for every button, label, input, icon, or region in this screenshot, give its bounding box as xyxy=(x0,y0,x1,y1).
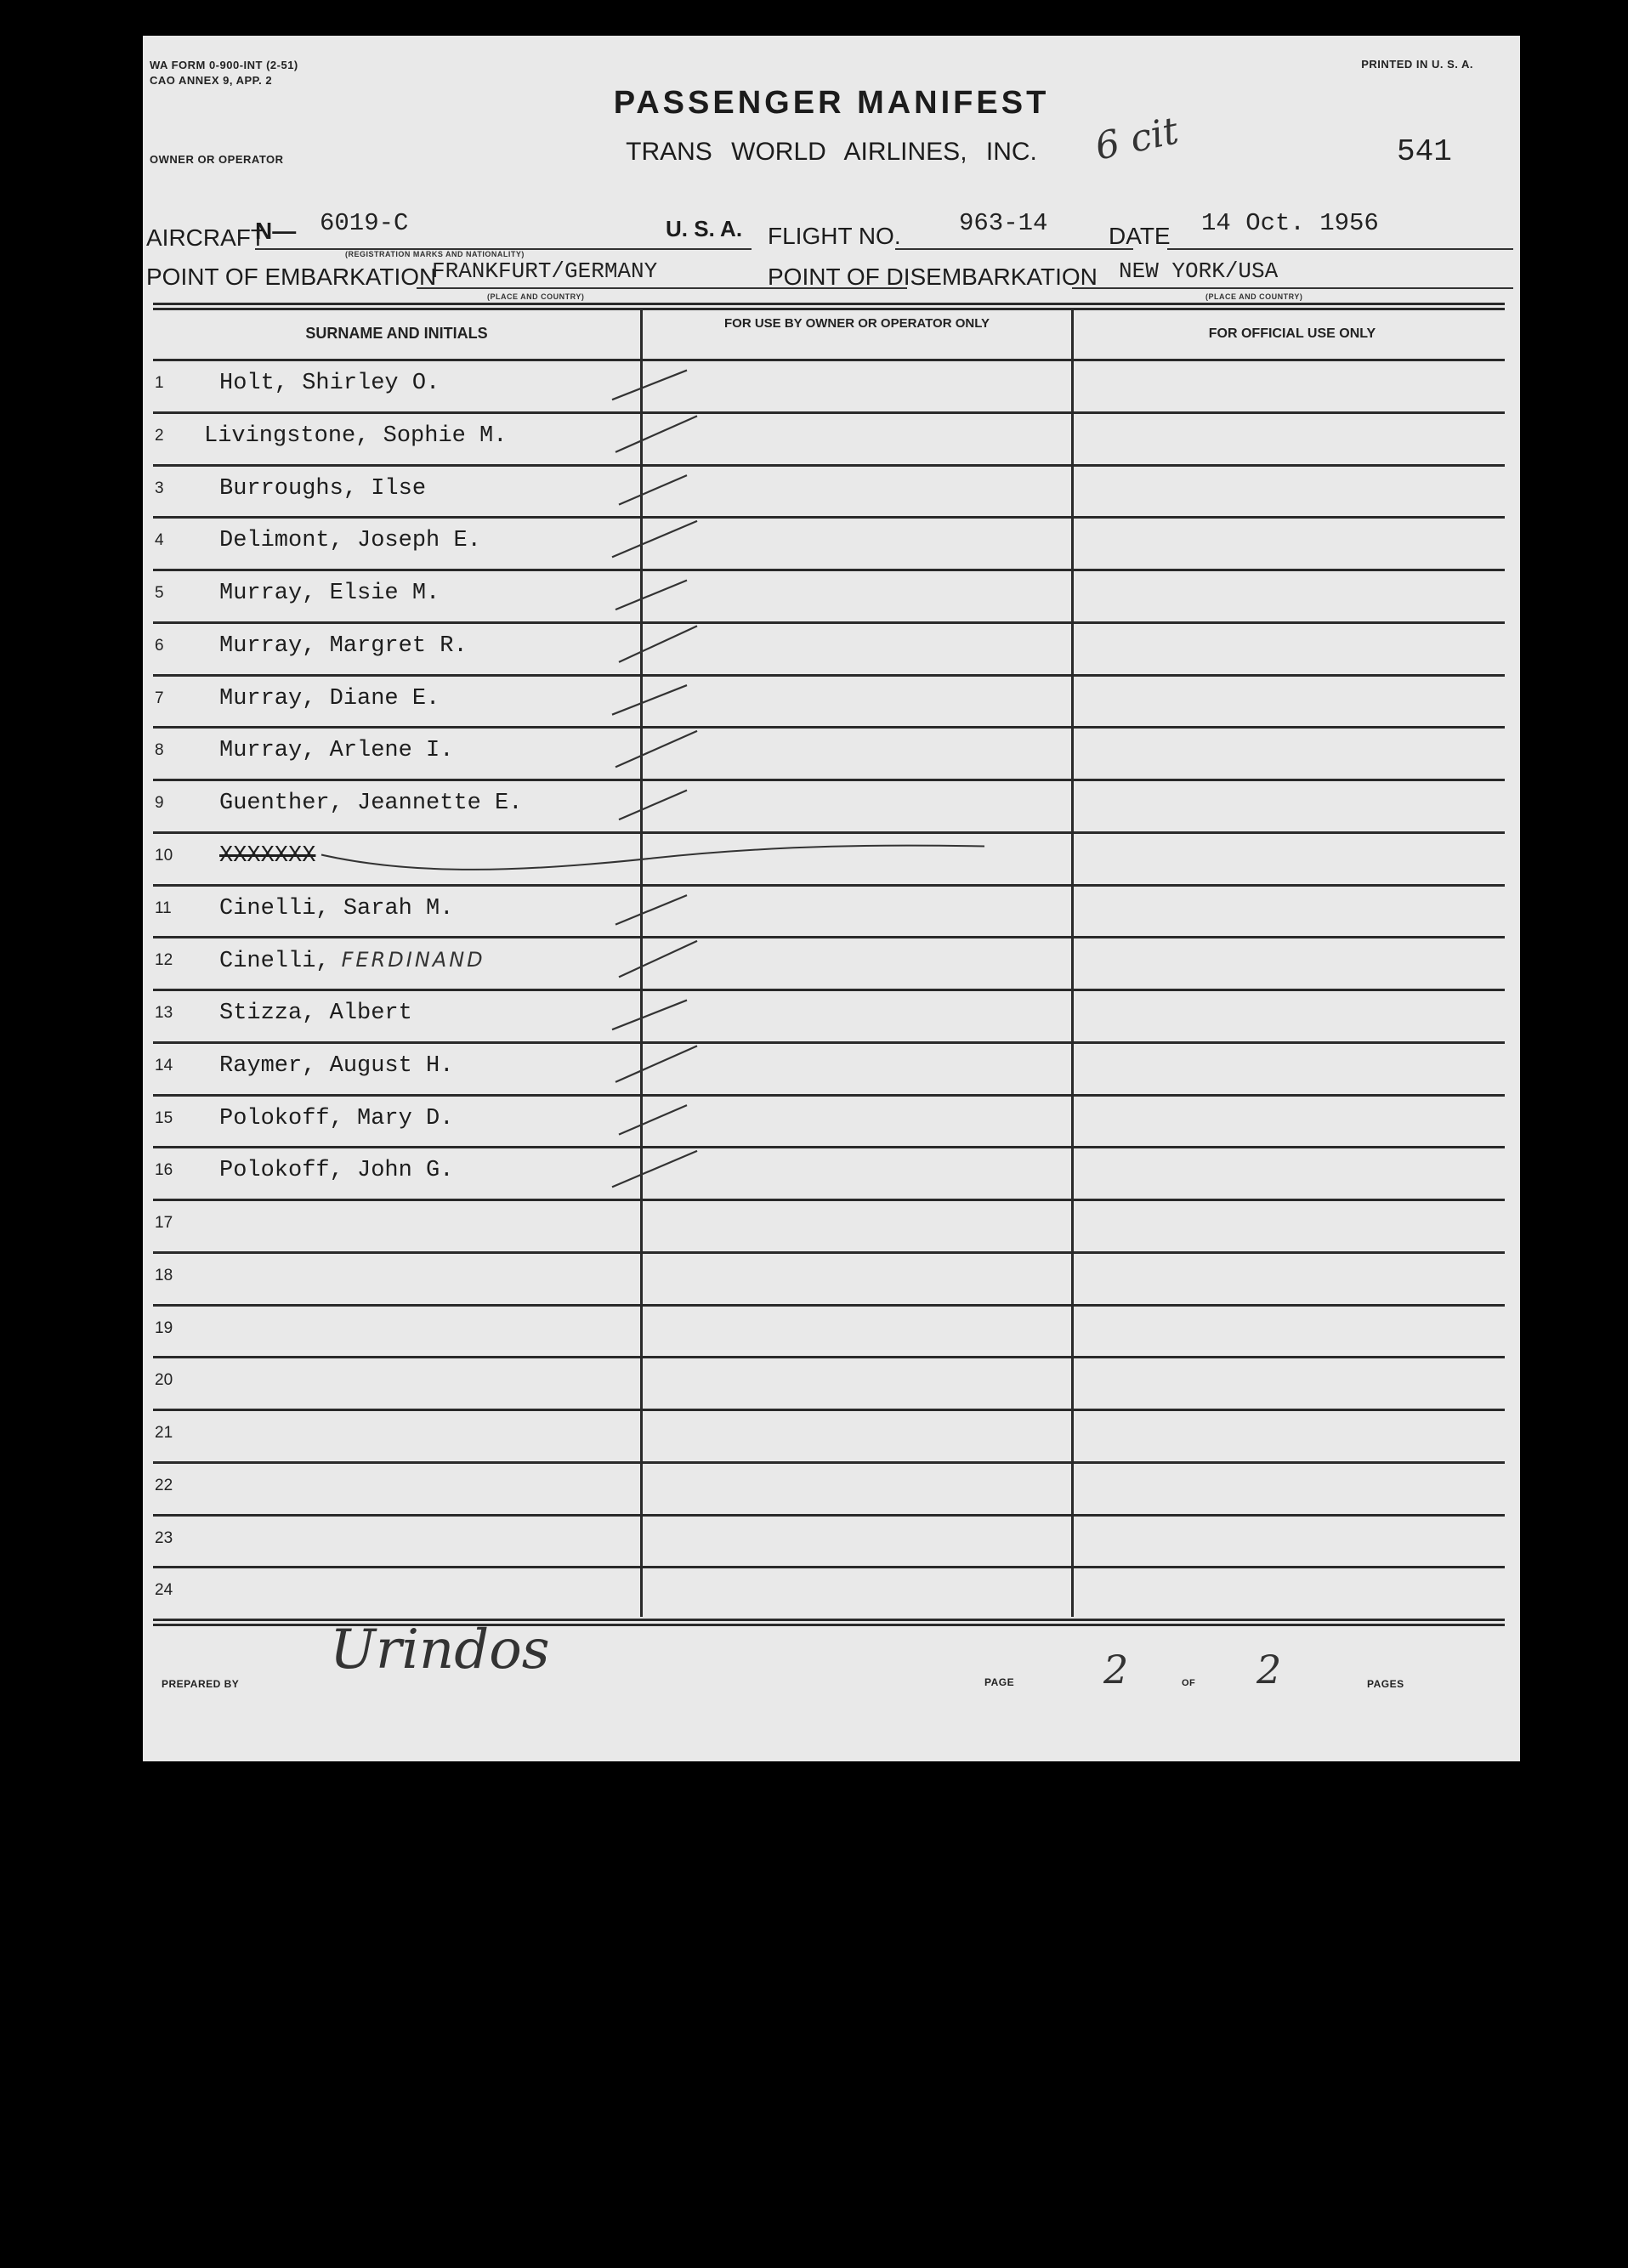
check-mark xyxy=(615,581,687,610)
page-title: PASSENGER MANIFEST xyxy=(613,85,1050,121)
check-mark xyxy=(612,1151,697,1188)
handwritten-marks xyxy=(143,36,1520,1761)
check-mark xyxy=(619,941,697,978)
header-surname: SURNAME AND INITIALS xyxy=(305,325,488,342)
disembark-label: POINT OF DISEMBARKATION xyxy=(768,264,1098,290)
form-id-line-2: CAO ANNEX 9, APP. 2 xyxy=(150,74,273,87)
disembark-caption: (PLACE AND COUNTRY) xyxy=(1205,292,1303,301)
check-mark xyxy=(615,416,697,452)
row-number: 20 xyxy=(155,1371,173,1390)
page-label: PAGE xyxy=(984,1676,1015,1688)
passenger-name-text: Guenther, Jeannette E. xyxy=(219,791,523,816)
row-number: 3 xyxy=(155,479,164,497)
date-value: 14 Oct. 1956 xyxy=(1201,209,1379,237)
handwritten-first-name: FERDINAND xyxy=(341,948,485,972)
check-mark xyxy=(612,521,697,558)
row-number: 13 xyxy=(155,1004,173,1022)
passenger-name-text: Cinelli, xyxy=(219,949,330,975)
passenger-name-text: Burroughs, Ilse xyxy=(219,475,427,502)
page-value: 2 xyxy=(1103,1647,1129,1692)
row-number: 22 xyxy=(155,1476,173,1494)
passenger-name-text: Murray, Elsie M. xyxy=(219,581,440,606)
check-mark xyxy=(612,685,687,715)
passenger-name-text: XXXXXXX xyxy=(219,842,316,869)
passenger-name-text: Polokoff, Mary D. xyxy=(219,1105,454,1131)
owner-label: OWNER OR OPERATOR xyxy=(150,153,284,166)
signature: Urindos xyxy=(330,1619,550,1681)
row-number: 9 xyxy=(155,794,164,812)
check-mark xyxy=(619,1105,687,1135)
aircraft-label: AIRCRAFT xyxy=(146,224,265,251)
manifest-sheet xyxy=(143,36,1520,1761)
row-number: 5 xyxy=(155,584,164,602)
embark-caption: (PLACE AND COUNTRY) xyxy=(487,292,585,301)
aircraft-value: 6019-C xyxy=(320,209,409,237)
row-number: 23 xyxy=(155,1528,173,1547)
passenger-name-text: Raymer, August H. xyxy=(219,1052,454,1079)
flight-label: FLIGHT NO. xyxy=(768,223,901,249)
passenger-name-text: Polokoff, John G. xyxy=(219,1158,454,1184)
flight-value: 963-14 xyxy=(959,209,1048,237)
row-number: 1 xyxy=(155,374,164,392)
row-number: 12 xyxy=(155,951,173,970)
pages-label: PAGES xyxy=(1367,1678,1404,1690)
row-number: 10 xyxy=(155,846,173,865)
check-mark xyxy=(615,895,687,925)
pages-value: 2 xyxy=(1256,1647,1282,1692)
passenger-name-text: Stizza, Albert xyxy=(219,1001,412,1026)
of-label: OF xyxy=(1182,1678,1196,1688)
row-number: 17 xyxy=(155,1214,173,1232)
nationality: U. S. A. xyxy=(666,216,743,241)
check-mark xyxy=(619,475,687,505)
header-owner-use: FOR USE BY OWNER OR OPERATOR ONLY xyxy=(724,316,990,331)
row-number: 24 xyxy=(155,1581,173,1600)
disembark-value: NEW YORK/USA xyxy=(1119,258,1279,284)
check-mark xyxy=(612,371,687,400)
date-label: DATE xyxy=(1109,223,1171,249)
check-mark xyxy=(615,731,697,768)
passenger-name-text: Murray, Margret R. xyxy=(219,632,468,659)
row-number: 2 xyxy=(155,426,164,445)
check-mark xyxy=(615,1046,697,1082)
passenger-name-text: Livingstone, Sophie M. xyxy=(204,422,508,449)
check-mark xyxy=(612,1001,687,1030)
row-number: 4 xyxy=(155,531,164,550)
embark-label: POINT OF EMBARKATION xyxy=(146,264,437,290)
printed-in: PRINTED IN U. S. A. xyxy=(1361,58,1473,71)
row-number: 7 xyxy=(155,689,164,707)
header-official-use: FOR OFFICIAL USE ONLY xyxy=(1208,326,1376,341)
passenger-name-text: Murray, Arlene I. xyxy=(219,738,454,764)
passenger-name-text: Murray, Diane E. xyxy=(219,685,440,712)
row-number: 11 xyxy=(155,899,172,917)
row-number: 6 xyxy=(155,636,164,655)
check-mark xyxy=(619,791,687,820)
handwritten-note: 6 cit xyxy=(1091,109,1183,169)
row-number: 21 xyxy=(155,1424,173,1442)
registration-caption: (REGISTRATION MARKS AND NATIONALITY) xyxy=(345,250,525,258)
embark-value: FRANKFURT/GERMANY xyxy=(432,258,658,284)
aircraft-prefix: N— xyxy=(255,218,297,244)
check-mark xyxy=(619,626,697,662)
row-number: 14 xyxy=(155,1056,173,1074)
row-number: 18 xyxy=(155,1266,173,1284)
form-id-line-1: WA FORM 0-900-INT (2-51) xyxy=(150,59,298,71)
passenger-name-text: Cinelli, Sarah M. xyxy=(219,895,454,921)
manifest-number: 541 xyxy=(1397,134,1452,169)
airline-name: TRANS WORLD AIRLINES, INC. xyxy=(626,138,1037,166)
strike-through-line xyxy=(321,846,984,870)
row-number: 19 xyxy=(155,1318,173,1337)
row-number: 15 xyxy=(155,1108,173,1127)
row-number: 8 xyxy=(155,741,164,760)
passenger-name-text: Delimont, Joseph E. xyxy=(219,528,481,554)
row-number: 16 xyxy=(155,1161,173,1180)
prepared-by-label: PREPARED BY xyxy=(162,1678,240,1690)
passenger-name-text: Holt, Shirley O. xyxy=(219,371,440,396)
